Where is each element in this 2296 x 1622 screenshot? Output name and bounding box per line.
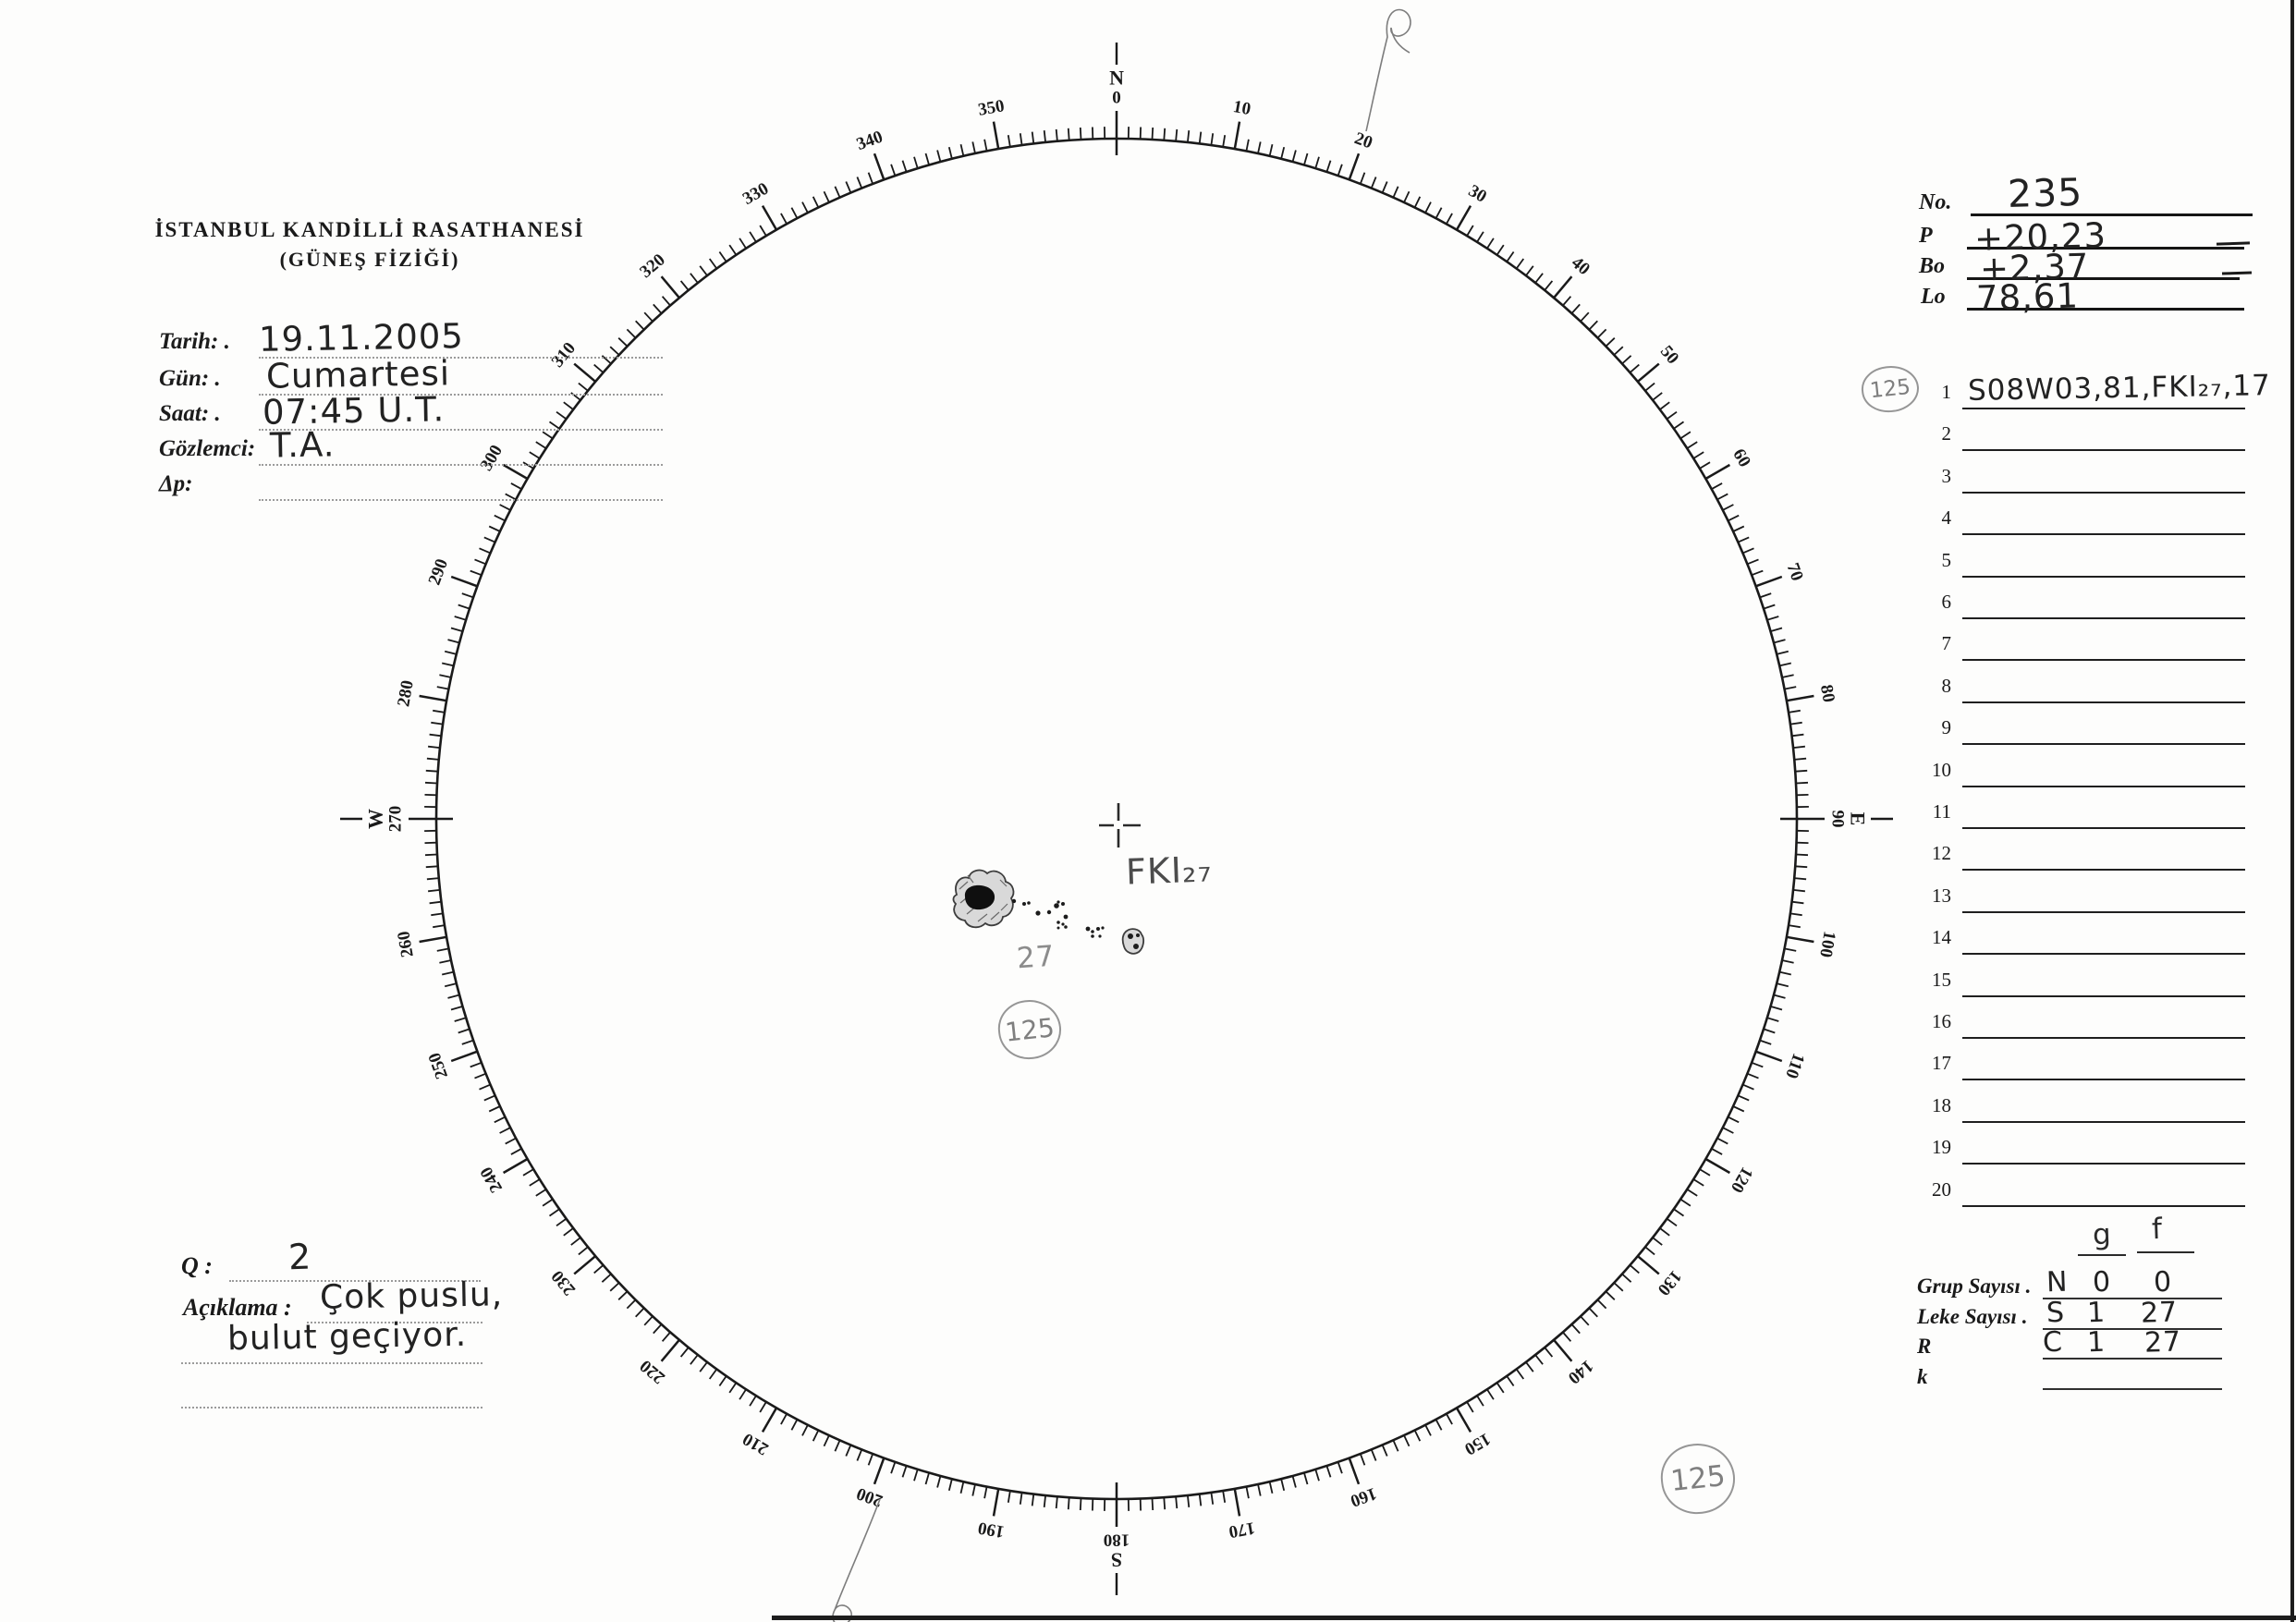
field-gozlemci — [159, 424, 464, 468]
degree-label: 60 — [1728, 445, 1755, 471]
degree-label: 50 — [1655, 342, 1683, 369]
scan-edge-right — [2290, 0, 2294, 1622]
degree-label: 250 — [424, 1050, 453, 1082]
field-delta-p — [159, 466, 464, 503]
counts-row-k — [1915, 1359, 2228, 1390]
axis-pencil-line-bottom — [833, 1499, 880, 1622]
list-row-line — [1962, 576, 2245, 578]
list-row-line — [1962, 449, 2245, 451]
list-row-number: 3 — [1941, 464, 1951, 487]
degree-label: 160 — [1348, 1482, 1380, 1511]
col-header-g: g — [2092, 1217, 2113, 1252]
degree-label: 20 — [1351, 128, 1375, 153]
list-row — [1927, 1167, 2253, 1209]
list-row — [1927, 664, 2253, 705]
list-row-line — [1962, 533, 2245, 535]
comment-label: Açıklama : — [183, 1294, 292, 1321]
row-g-value: 0 — [2092, 1265, 2112, 1299]
list-row-number: 10 — [1932, 758, 1951, 781]
degree-label: 190 — [976, 1518, 1007, 1542]
degree-label: 340 — [853, 127, 885, 155]
degree-label: 330 — [739, 178, 773, 210]
observatory-name: İSTANBUL KANDİLLİ RASATHANESİ — [154, 218, 585, 241]
eph-label-no: No. — [1919, 190, 1952, 214]
degree-label: 240 — [476, 1163, 507, 1197]
list-row — [1927, 1041, 2253, 1082]
sunspot-classification-label: FKI₂₇ — [1125, 848, 1214, 893]
list-row-number: 9 — [1941, 716, 1951, 739]
observatory-header — [139, 218, 601, 272]
list-row-number: 6 — [1941, 591, 1951, 613]
field-value: 07:45 U.T. — [262, 389, 446, 433]
list-row — [1927, 999, 2253, 1041]
list-row-number: 12 — [1932, 842, 1951, 865]
list-row-line — [1962, 911, 2245, 913]
comment-line1: Çok puslu, — [319, 1275, 504, 1317]
list-row-line — [1962, 827, 2245, 829]
list-row — [1927, 915, 2253, 957]
disk-center-crosshair — [1099, 803, 1141, 848]
row-prefix: C — [2042, 1325, 2064, 1360]
list-row-number: 1 — [1941, 381, 1951, 403]
list-row — [1927, 538, 2253, 579]
list-row — [1927, 411, 2253, 453]
dotted-line — [259, 499, 663, 501]
list-row-line — [1962, 492, 2245, 494]
row-g-value: 1 — [2086, 1296, 2107, 1330]
list-row — [1927, 454, 2253, 495]
list-row-line — [1962, 1037, 2245, 1039]
field-value: Cumartesi — [265, 353, 451, 396]
field-label: Gün: . — [159, 366, 221, 391]
field-label: Tarih: . — [159, 329, 230, 354]
list-row-line — [1962, 1205, 2245, 1207]
axis-pencil-line-top — [1366, 10, 1411, 131]
list-row — [1927, 831, 2253, 872]
degree-label: 210 — [739, 1428, 773, 1459]
list-row — [1927, 1083, 2253, 1125]
eph-value-p: +20,23 — [1973, 215, 2107, 259]
field-value: T.A. — [269, 424, 336, 466]
row-f-value: 0 — [2153, 1265, 2173, 1299]
row-label: k — [1917, 1365, 1928, 1388]
counts-row-grup — [1915, 1265, 2228, 1299]
list-row-line — [1962, 408, 2245, 409]
dotted-line — [181, 1379, 482, 1409]
cardinal-markers — [340, 43, 1893, 1595]
list-row-number: 8 — [1941, 674, 1951, 697]
list-row-number: 19 — [1932, 1136, 1951, 1159]
disk-rim — [436, 139, 1797, 1499]
cardinal-letter-e: E — [1846, 811, 1870, 826]
observation-list — [1927, 369, 2272, 1225]
degree-label: 100 — [1815, 929, 1839, 959]
badge-number: 125 — [1668, 1459, 1728, 1498]
badge-number: 125 — [1868, 374, 1912, 404]
degree-label: 220 — [636, 1355, 669, 1388]
badge-number: 125 — [1003, 1011, 1056, 1048]
degree-label: 300 — [476, 441, 507, 475]
list-row-line — [1962, 743, 2245, 745]
list-row-number: 20 — [1932, 1177, 1951, 1201]
list-row-number: 11 — [1932, 800, 1951, 823]
cardinal-letter-n: N — [1109, 66, 1124, 90]
row-underline — [2043, 1388, 2222, 1390]
col-header-underline — [2078, 1254, 2126, 1256]
list-row-number: 7 — [1941, 632, 1951, 655]
field-label: Gözlemci: — [159, 436, 256, 461]
sunspot-small-spot — [1123, 929, 1143, 954]
eph-value-lo: 78,61 — [1975, 275, 2080, 319]
cardinal-letter-s: S — [1110, 1548, 1123, 1572]
list-row-line — [1962, 869, 2245, 871]
list-row-line — [1962, 1121, 2245, 1123]
list-row — [1927, 621, 2253, 663]
cardinal-degree-label: 90 — [1827, 810, 1848, 828]
list-row-number: 4 — [1941, 506, 1951, 530]
cardinal-degree-label: 180 — [1103, 1530, 1130, 1550]
list-row-number: 17 — [1932, 1052, 1951, 1075]
department-name: (GÜNEŞ FİZİĞİ) — [279, 248, 460, 271]
sunspot-pores — [1012, 899, 1105, 938]
counts-row-r — [1915, 1325, 2228, 1360]
list-row-line — [1962, 953, 2245, 955]
list-row-number: 2 — [1941, 422, 1951, 445]
eph-value-no: 235 — [2007, 169, 2083, 217]
list-row — [1927, 789, 2253, 831]
eph-value-bo: +2,37 — [1979, 246, 2090, 289]
list-row — [1927, 579, 2253, 621]
list-row-number: 15 — [1932, 968, 1951, 991]
degree-label: 10 — [1231, 97, 1252, 120]
degree-label: 130 — [1653, 1266, 1686, 1299]
degree-ticks-major — [409, 111, 1825, 1527]
row-f-value: 27 — [2143, 1325, 2182, 1360]
degree-label: 200 — [853, 1482, 885, 1511]
list-row-number: 14 — [1932, 926, 1951, 949]
field-label: Saat: . — [159, 401, 221, 426]
row-g-value: 1 — [2086, 1325, 2107, 1360]
list-row — [1927, 748, 2253, 789]
degree-label: 40 — [1567, 252, 1594, 280]
list-row-number: 16 — [1932, 1010, 1951, 1032]
row-label: R — [1917, 1335, 1932, 1358]
list-row-number: 13 — [1932, 884, 1951, 907]
list-row-line — [1962, 1079, 2245, 1080]
list-row — [1927, 957, 2253, 999]
cardinal-degree-label: 270 — [385, 805, 406, 833]
eph-label-p: P — [1919, 224, 1933, 248]
list-row — [1927, 495, 2253, 537]
row-prefix: S — [2046, 1296, 2066, 1330]
degree-label: 150 — [1460, 1428, 1495, 1459]
sunspot-group-number: 27 — [1015, 939, 1056, 976]
col-header-underline — [2137, 1251, 2194, 1253]
degree-label: 80 — [1815, 683, 1838, 704]
field-value: 19.11.2005 — [258, 316, 465, 360]
eph-label-lo: Lo — [1921, 285, 1946, 309]
list-row-line — [1962, 659, 2245, 661]
row-f-value: 27 — [2140, 1296, 2179, 1330]
row-label: Leke Sayısı . — [1917, 1305, 2028, 1328]
degree-label: 120 — [1726, 1163, 1757, 1197]
degree-ticks-minor — [424, 127, 1809, 1511]
list-row-value: S08W03,81,FKI₂₇,17 — [1967, 369, 2272, 408]
list-row-number: 5 — [1941, 548, 1951, 571]
comment-line2: bulut geçiyor. — [226, 1315, 468, 1359]
degree-label: 280 — [394, 678, 418, 709]
row-prefix: N — [2046, 1265, 2070, 1299]
cardinal-letter-w: W — [363, 809, 387, 829]
degree-label: 260 — [394, 929, 418, 959]
degree-labels — [394, 96, 1839, 1542]
list-row-line — [1962, 995, 2245, 997]
list-row — [1927, 369, 2272, 411]
degree-label: 320 — [636, 250, 669, 283]
degree-label: 350 — [976, 96, 1007, 120]
degree-label: 230 — [547, 1266, 580, 1299]
list-row — [1927, 1125, 2253, 1166]
degree-label: 290 — [424, 555, 453, 588]
list-row — [1927, 705, 2253, 747]
list-row-line — [1962, 786, 2245, 787]
list-row — [1927, 873, 2253, 915]
degree-label: 70 — [1782, 560, 1807, 584]
quality-value: 2 — [287, 1236, 312, 1278]
list-row-line — [1962, 701, 2245, 703]
cardinal-degree-label: 0 — [1112, 88, 1121, 108]
degree-label: 30 — [1464, 180, 1490, 207]
list-row-line — [1962, 617, 2245, 619]
field-label: Δp: — [159, 471, 193, 496]
degree-label: 310 — [547, 338, 580, 372]
list-row-number: 18 — [1932, 1093, 1951, 1116]
list-row-line — [1962, 1163, 2245, 1165]
scan-edge-bottom — [772, 1616, 2296, 1620]
col-header-f: f — [2151, 1212, 2164, 1247]
degree-label: 170 — [1227, 1518, 1257, 1542]
degree-label: 140 — [1564, 1355, 1597, 1388]
eph-label-bo: Bo — [1919, 254, 1946, 278]
degree-label: 110 — [1781, 1050, 1809, 1081]
row-label: Grup Sayısı . — [1917, 1274, 2032, 1298]
quality-label: Q : — [181, 1252, 213, 1279]
